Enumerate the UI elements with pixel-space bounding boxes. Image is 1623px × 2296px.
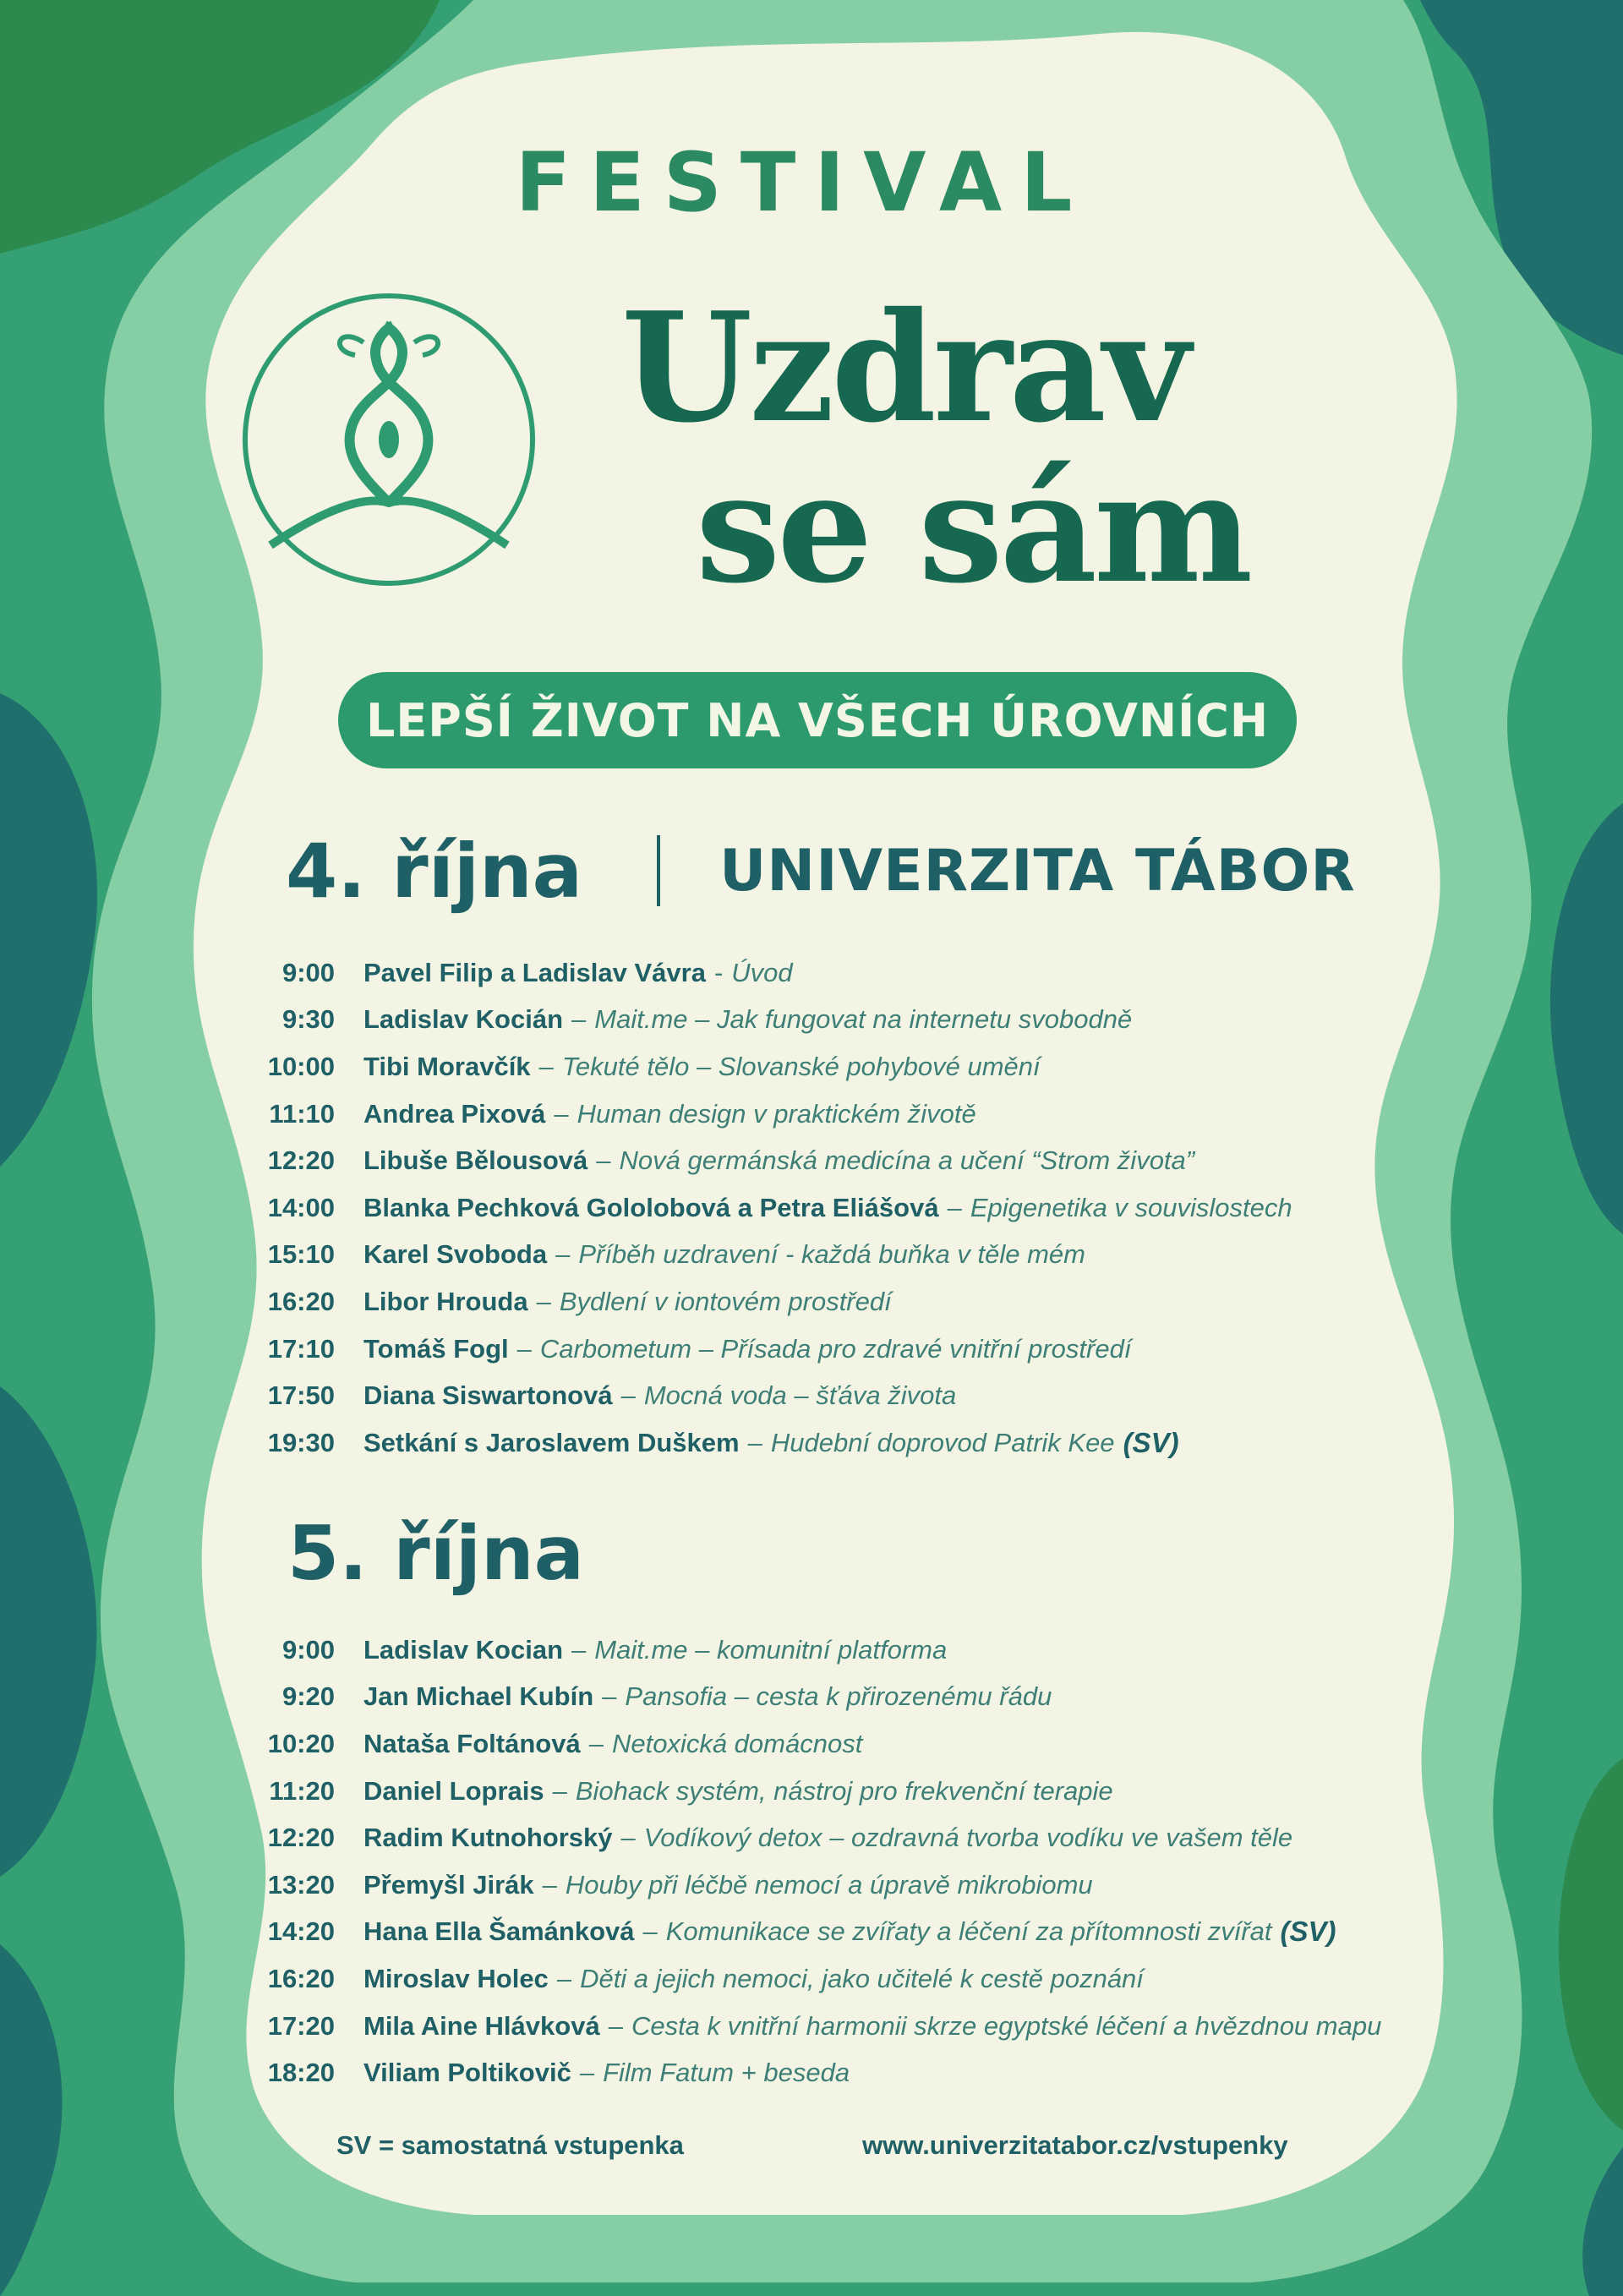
session-dash: – <box>596 1145 611 1176</box>
schedule-row <box>245 2049 1496 2096</box>
session-topic: Houby při léčbě nemocí a úpravě mikrobiomu <box>565 1869 1093 1900</box>
session-time: 18:20 <box>267 2058 335 2088</box>
tagline-pill: LEPŠÍ ŽIVOT NA VŠECH ÚROVNÍCH <box>338 672 1297 768</box>
schedule-row <box>245 1814 1496 1861</box>
session-topic: Netoxická domácnost <box>611 1728 863 1758</box>
session-dash: – <box>542 1869 557 1900</box>
session-topic: Děti a jejich nemoci, jako učitelé k cestě poznání <box>580 1963 1144 1993</box>
session-dash: – <box>747 1427 762 1457</box>
session-dash: – <box>555 1239 571 1270</box>
title-line-2: se sám <box>696 440 1250 616</box>
session-speaker: Radim Kutnohorský <box>363 1823 613 1853</box>
day1-header <box>286 824 1356 917</box>
schedule-row <box>245 1720 1496 1768</box>
session-time: 10:00 <box>267 1051 335 1081</box>
session-topic: Film Fatum + beseda <box>603 2058 850 2088</box>
session-speaker: Tomáš Fogl <box>363 1333 509 1364</box>
session-time: 12:20 <box>267 1145 335 1176</box>
session-time: 13:20 <box>267 1869 335 1900</box>
session-dash: – <box>536 1286 551 1316</box>
session-dash: – <box>552 1775 567 1806</box>
schedule-row <box>245 1955 1496 2003</box>
session-speaker: Mila Aine Hlávková <box>363 2010 600 2041</box>
schedule-row <box>245 1861 1496 1909</box>
day1-schedule <box>245 949 1496 1467</box>
session-time: 9:00 <box>281 1634 335 1665</box>
session-topic: Cesta k vnitřní harmonii skrze egyptské léčení a hvězdnou mapu <box>631 2010 1382 2041</box>
session-dash: – <box>554 1098 569 1129</box>
session-speaker: Miroslav Holec <box>363 1963 549 1993</box>
session-topic: Hudební doprovod Patrik Kee <box>770 1427 1115 1457</box>
session-speaker: Blanka Pechková Gololobová a Petra Eliášová <box>363 1192 939 1222</box>
schedule-row <box>245 1232 1496 1279</box>
session-dash: – <box>516 1333 532 1364</box>
session-topic: Human design v praktickém životě <box>577 1098 976 1129</box>
session-topic: Tekuté tělo – Slovanské pohybové umění <box>561 1051 1041 1081</box>
festival-emblem-icon <box>237 292 541 588</box>
session-topic: Carbometum – Přísada pro zdravé vnitřní prostředí <box>539 1333 1132 1364</box>
session-speaker: Ladislav Kocian <box>363 1634 564 1665</box>
session-time: 17:10 <box>267 1333 335 1364</box>
session-time: 9:20 <box>281 1681 335 1712</box>
session-dash: – <box>608 2010 623 2041</box>
session-dash: – <box>620 1380 636 1411</box>
separate-ticket-badge: (SV) <box>1280 1916 1336 1948</box>
session-speaker: Hana Ella Šamánková <box>363 1916 635 1947</box>
session-topic: Příběh uzdravení - každá buňka v těle mém <box>578 1239 1085 1270</box>
session-time: 11:10 <box>269 1098 335 1129</box>
schedule-row <box>245 1091 1496 1138</box>
session-dash: - <box>713 957 724 987</box>
session-speaker: Jan Michael Kubín <box>363 1681 594 1712</box>
schedule-row <box>245 997 1496 1044</box>
session-topic: Mait.me – Jak fungovat na internetu svobodně <box>594 1004 1133 1035</box>
session-speaker: Libor Hrouda <box>363 1286 528 1316</box>
session-speaker: Diana Siswartonová <box>363 1380 613 1411</box>
session-speaker: Pavel Filip a Ladislav Vávra <box>363 957 706 987</box>
schedule-row <box>245 1137 1496 1184</box>
session-time: 17:50 <box>267 1380 335 1411</box>
session-speaker: Nataša Foltánová <box>363 1728 581 1758</box>
session-speaker: Libuše Bělousová <box>363 1145 588 1176</box>
session-topic: Mocná voda – šťáva života <box>643 1380 957 1411</box>
session-time: 11:20 <box>269 1775 335 1806</box>
session-speaker: Tibi Moravčík <box>363 1051 531 1081</box>
session-topic: Biohack systém, nástroj pro frekvenční terapie <box>575 1775 1113 1806</box>
session-dash: – <box>642 1916 658 1947</box>
schedule-row <box>245 1372 1496 1419</box>
schedule-row <box>245 1674 1496 1721</box>
session-dash: – <box>556 1963 572 1993</box>
session-time: 19:30 <box>267 1427 335 1457</box>
footer-legend: SV = samostatná vstupenka <box>336 2130 684 2160</box>
session-time: 14:20 <box>267 1916 335 1947</box>
session-speaker: Přemyšl Jirák <box>363 1869 534 1900</box>
session-topic: Pansofia – cesta k přirozenému řádu <box>625 1681 1052 1712</box>
session-dash: – <box>620 1823 636 1853</box>
session-speaker: Daniel Loprais <box>363 1775 544 1806</box>
schedule-row <box>245 1419 1496 1467</box>
session-dash: – <box>571 1004 587 1035</box>
session-time: 16:20 <box>267 1963 335 1993</box>
session-dash: – <box>538 1051 554 1081</box>
session-topic: Epigenetika v souvislostech <box>970 1192 1292 1222</box>
schedule-row <box>245 1184 1496 1232</box>
schedule-row <box>245 1909 1496 1956</box>
session-time: 17:20 <box>267 2010 335 2041</box>
footer-url[interactable]: www.univerzitatabor.cz/vstupenky <box>862 2130 1288 2160</box>
session-dash: – <box>579 2058 595 2088</box>
schedule-row <box>245 1768 1496 1815</box>
separate-ticket-badge: (SV) <box>1123 1426 1179 1458</box>
session-dash: – <box>571 1634 587 1665</box>
session-time: 15:10 <box>267 1239 335 1270</box>
festival-kicker: FESTIVAL <box>515 135 1091 230</box>
session-time: 16:20 <box>267 1286 335 1316</box>
session-speaker: Karel Svoboda <box>363 1239 548 1270</box>
schedule-row <box>245 1043 1496 1091</box>
session-speaker: Andrea Pixová <box>363 1098 546 1129</box>
session-speaker: Setkání s Jaroslavem Duškem <box>363 1427 740 1457</box>
schedule-row <box>245 1626 1496 1674</box>
session-time: 12:20 <box>267 1823 335 1853</box>
session-speaker: Ladislav Kocián <box>363 1004 564 1035</box>
schedule-row <box>245 2003 1496 2050</box>
festival-title <box>621 279 1314 616</box>
session-topic: Vodíkový detox – ozdravná tvorba vodíku ve vašem těle <box>643 1823 1293 1853</box>
session-topic: Nová germánská medicína a učení “Strom života” <box>619 1145 1195 1176</box>
session-topic: Bydlení v iontovém prostředí <box>559 1286 892 1316</box>
session-time: 14:00 <box>267 1192 335 1222</box>
session-speaker: Viliam Poltikovič <box>363 2058 571 2088</box>
session-dash: – <box>602 1681 617 1712</box>
schedule-row <box>245 949 1496 997</box>
session-topic: Komunikace se zvířaty a léčení za přítomnosti zvířat <box>665 1916 1272 1947</box>
session-topic: Mait.me – komunitní platforma <box>594 1634 948 1665</box>
session-dash: – <box>947 1192 962 1222</box>
session-time: 10:20 <box>267 1728 335 1758</box>
day1-date: 4. října <box>286 827 583 915</box>
day2-date: 5. října <box>287 1510 585 1597</box>
header-divider <box>657 835 660 906</box>
session-topic: Úvod <box>731 957 793 987</box>
venue-name: UNIVERZITA TÁBOR <box>719 837 1356 905</box>
session-time: 9:30 <box>281 1004 335 1035</box>
schedule-row <box>245 1278 1496 1326</box>
day2-schedule <box>245 1626 1496 2096</box>
schedule-row <box>245 1326 1496 1373</box>
session-dash: – <box>588 1728 604 1758</box>
session-time: 9:00 <box>281 957 335 987</box>
title-line-1: Uzdrav <box>621 279 1188 456</box>
